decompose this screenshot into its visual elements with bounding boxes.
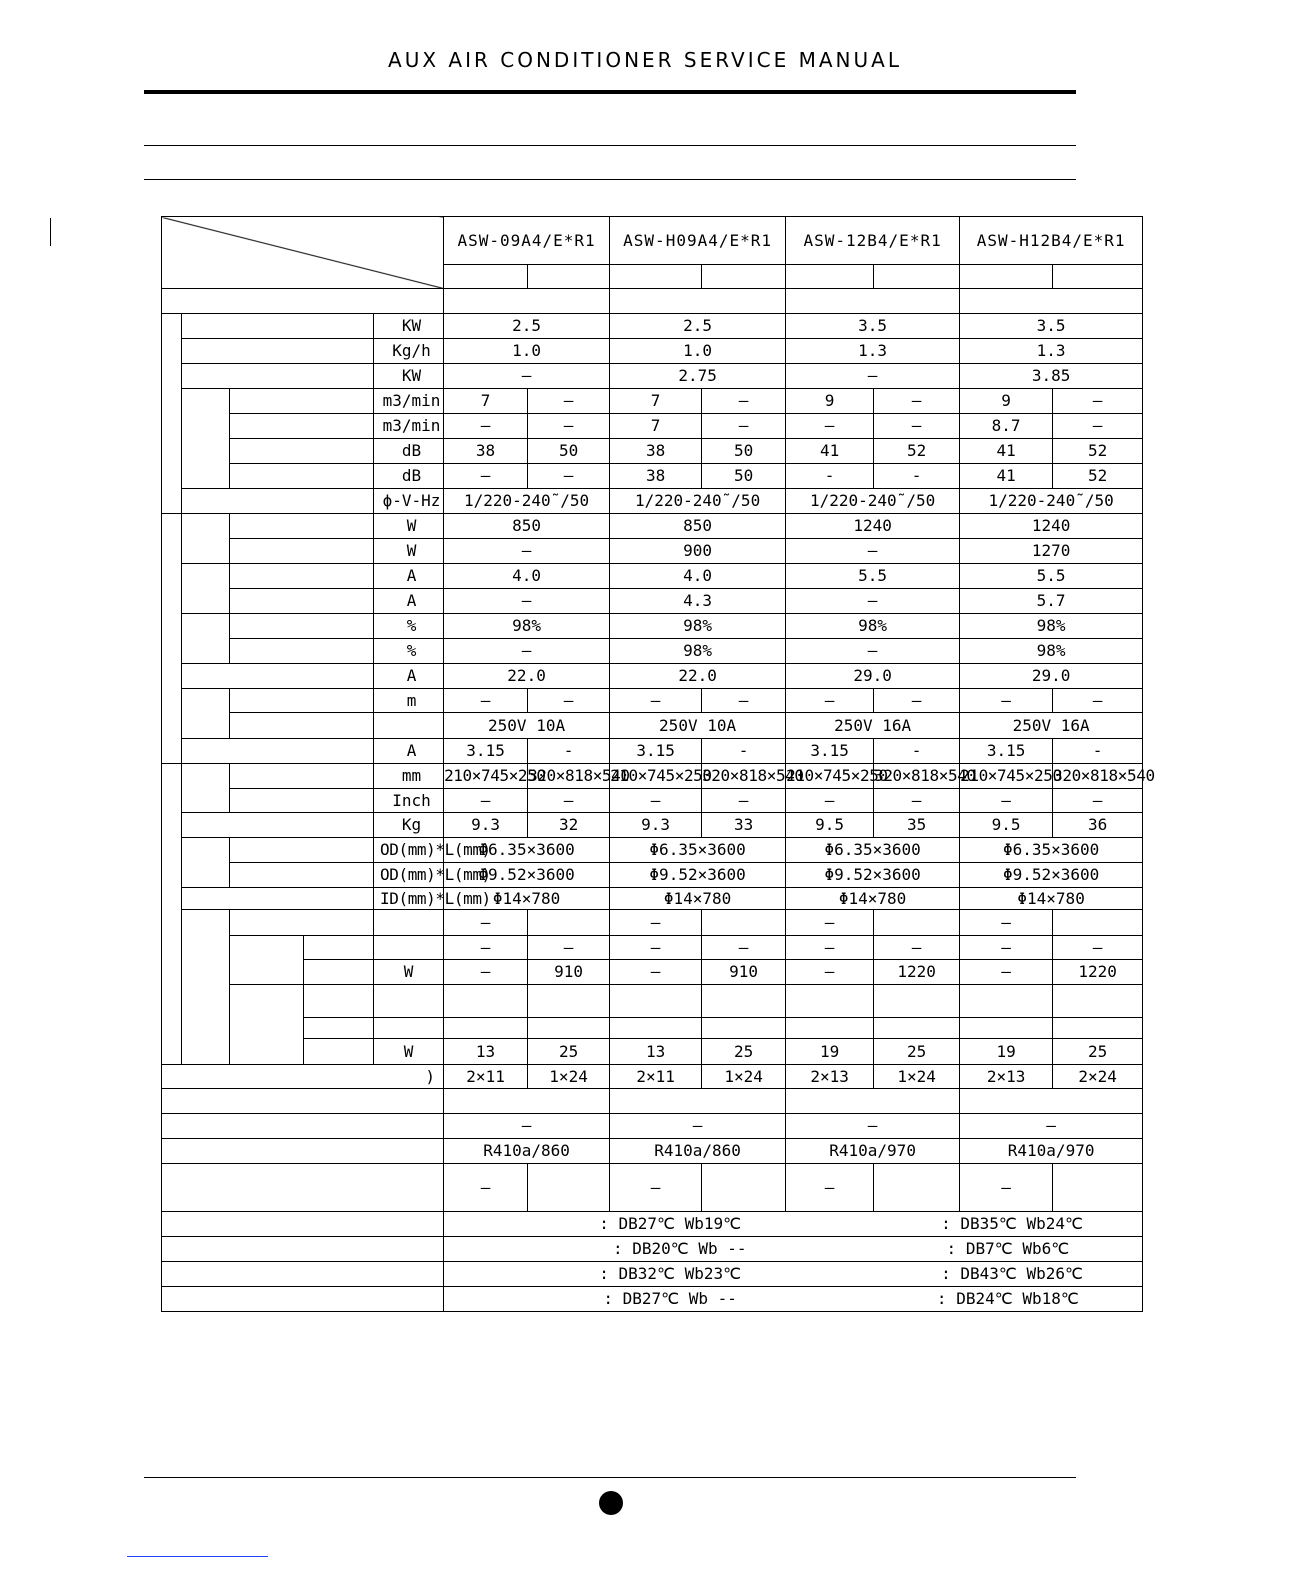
row-motor-a: – – – – [162,910,1143,936]
page-header-title: AUX AIR CONDITIONER SERVICE MANUAL [388,48,902,72]
row-input-cool: W 850 850 1240 1240 [162,514,1143,539]
row-extra: – – – – [162,1164,1143,1212]
row-dehumidifying: Kg/h 1.0 1.0 1.3 1.3 [162,339,1143,364]
row-condition-3: : DB32℃ Wb23℃ : DB43℃ Wb26℃ [162,1262,1143,1287]
row-condition-1: : DB27℃ Wb19℃ : DB35℃ Wb24℃ [162,1212,1143,1237]
row-pf-heat: % – 98% – 98% [162,639,1143,664]
model-1: ASW-09A4/E*R1 [444,217,610,265]
row-current-cool: A 4.0 4.0 5.5 5.5 [162,564,1143,589]
row-fuse: A 3.15 - 3.15 - 3.15 - 3.15 - [162,739,1143,764]
row-pipe-gas: OD(mm)*L(mm) Φ9.52×3600 Φ9.52×3600 Φ9.52×3600 Φ9.52×3600 [162,863,1143,888]
header-diagonal-cell [162,217,444,289]
row-pf-cool: % 98% 98% 98% 98% [162,614,1143,639]
row-airflow-cool: m3/min 7 – 7 – 9 – 9 – [162,389,1143,414]
blank-row [162,289,1143,314]
unit-kw: KW [374,314,444,339]
section-rule-1 [144,145,1076,146]
header-rule-thick [144,90,1076,94]
row-drain-hose: ID(mm)*L(mm) Φ14×780 Φ14×780 Φ14×780 Φ14×780 [162,888,1143,910]
row-cable-length: m – – – – – – – – [162,689,1143,713]
row-fan-a [162,985,1143,1018]
row-heating-capacity: KW – 2.75 – 3.85 [162,364,1143,389]
model-2: ASW-H09A4/E*R1 [610,217,786,265]
row-cooling-capacity: KW 2.5 2.5 3.5 3.5 [162,314,1143,339]
table-header-row [162,217,1143,265]
page-number-dot-icon [599,1491,623,1515]
row-capacitor: ) 2×11 1×24 2×11 1×24 2×13 1×24 2×13 2×24 [162,1065,1143,1089]
row-fan-w: W 13 25 13 25 19 25 19 25 [162,1039,1143,1065]
row-motor-b: – – – – – – – – [162,936,1143,960]
row-max-current: A 22.0 22.0 29.0 29.0 [162,664,1143,689]
row-net-weight: Kg 9.3 32 9.3 33 9.5 35 9.5 36 [162,813,1143,838]
row-condition-4: : DB27℃ Wb -- : DB24℃ Wb18℃ [162,1287,1143,1312]
row-current-heat: A – 4.3 – 5.7 [162,589,1143,614]
row-charge: – – – – [162,1114,1143,1139]
row-blank-2 [162,1089,1143,1114]
row-condition-2: : DB20℃ Wb -- : DB7℃ Wb6℃ [162,1237,1143,1262]
row-input-heat: W – 900 – 1270 [162,539,1143,564]
spec-table [161,216,1155,1312]
margin-mark [50,218,51,246]
row-refrigerant: R410a/860 R410a/860 R410a/970 R410a/970 [162,1139,1143,1164]
model-3: ASW-12B4/E*R1 [786,217,960,265]
row-noise-heat: dB – – 38 50 - - 41 52 [162,464,1143,489]
row-pipe-liquid: OD(mm)*L(mm) Φ6.35×3600 Φ6.35×3600 Φ6.35×3600 Φ6.35×3600 [162,838,1143,863]
row-fan-b [162,1018,1143,1039]
row-plug: 250V 10A 250V 10A 250V 16A 250V 16A [162,713,1143,739]
row-motor-w: W – 910 – 910 – 1220 – 1220 [162,960,1143,985]
row-power-supply: ϕ-V-Hz 1/220-240˜/50 1/220-240˜/50 1/220-240˜/50 1/220-240˜/50 [162,489,1143,514]
model-4: ASW-H12B4/E*R1 [960,217,1143,265]
row-noise-cool: dB 38 50 38 50 41 52 41 52 [162,439,1143,464]
section-rule-2 [144,179,1076,180]
row-airflow-heat: m3/min – – 7 – – – 8.7 – [162,414,1143,439]
link-underline [127,1556,268,1557]
row-dims-mm: mm 210×745×250 320×818×540 210×745×250 320×818×540 210×745×250 320×818×540 210×745×250 320×818×540 [162,764,1143,789]
row-dims-inch: Inch – – – – – – – – [162,789,1143,813]
footer-rule [144,1477,1076,1478]
